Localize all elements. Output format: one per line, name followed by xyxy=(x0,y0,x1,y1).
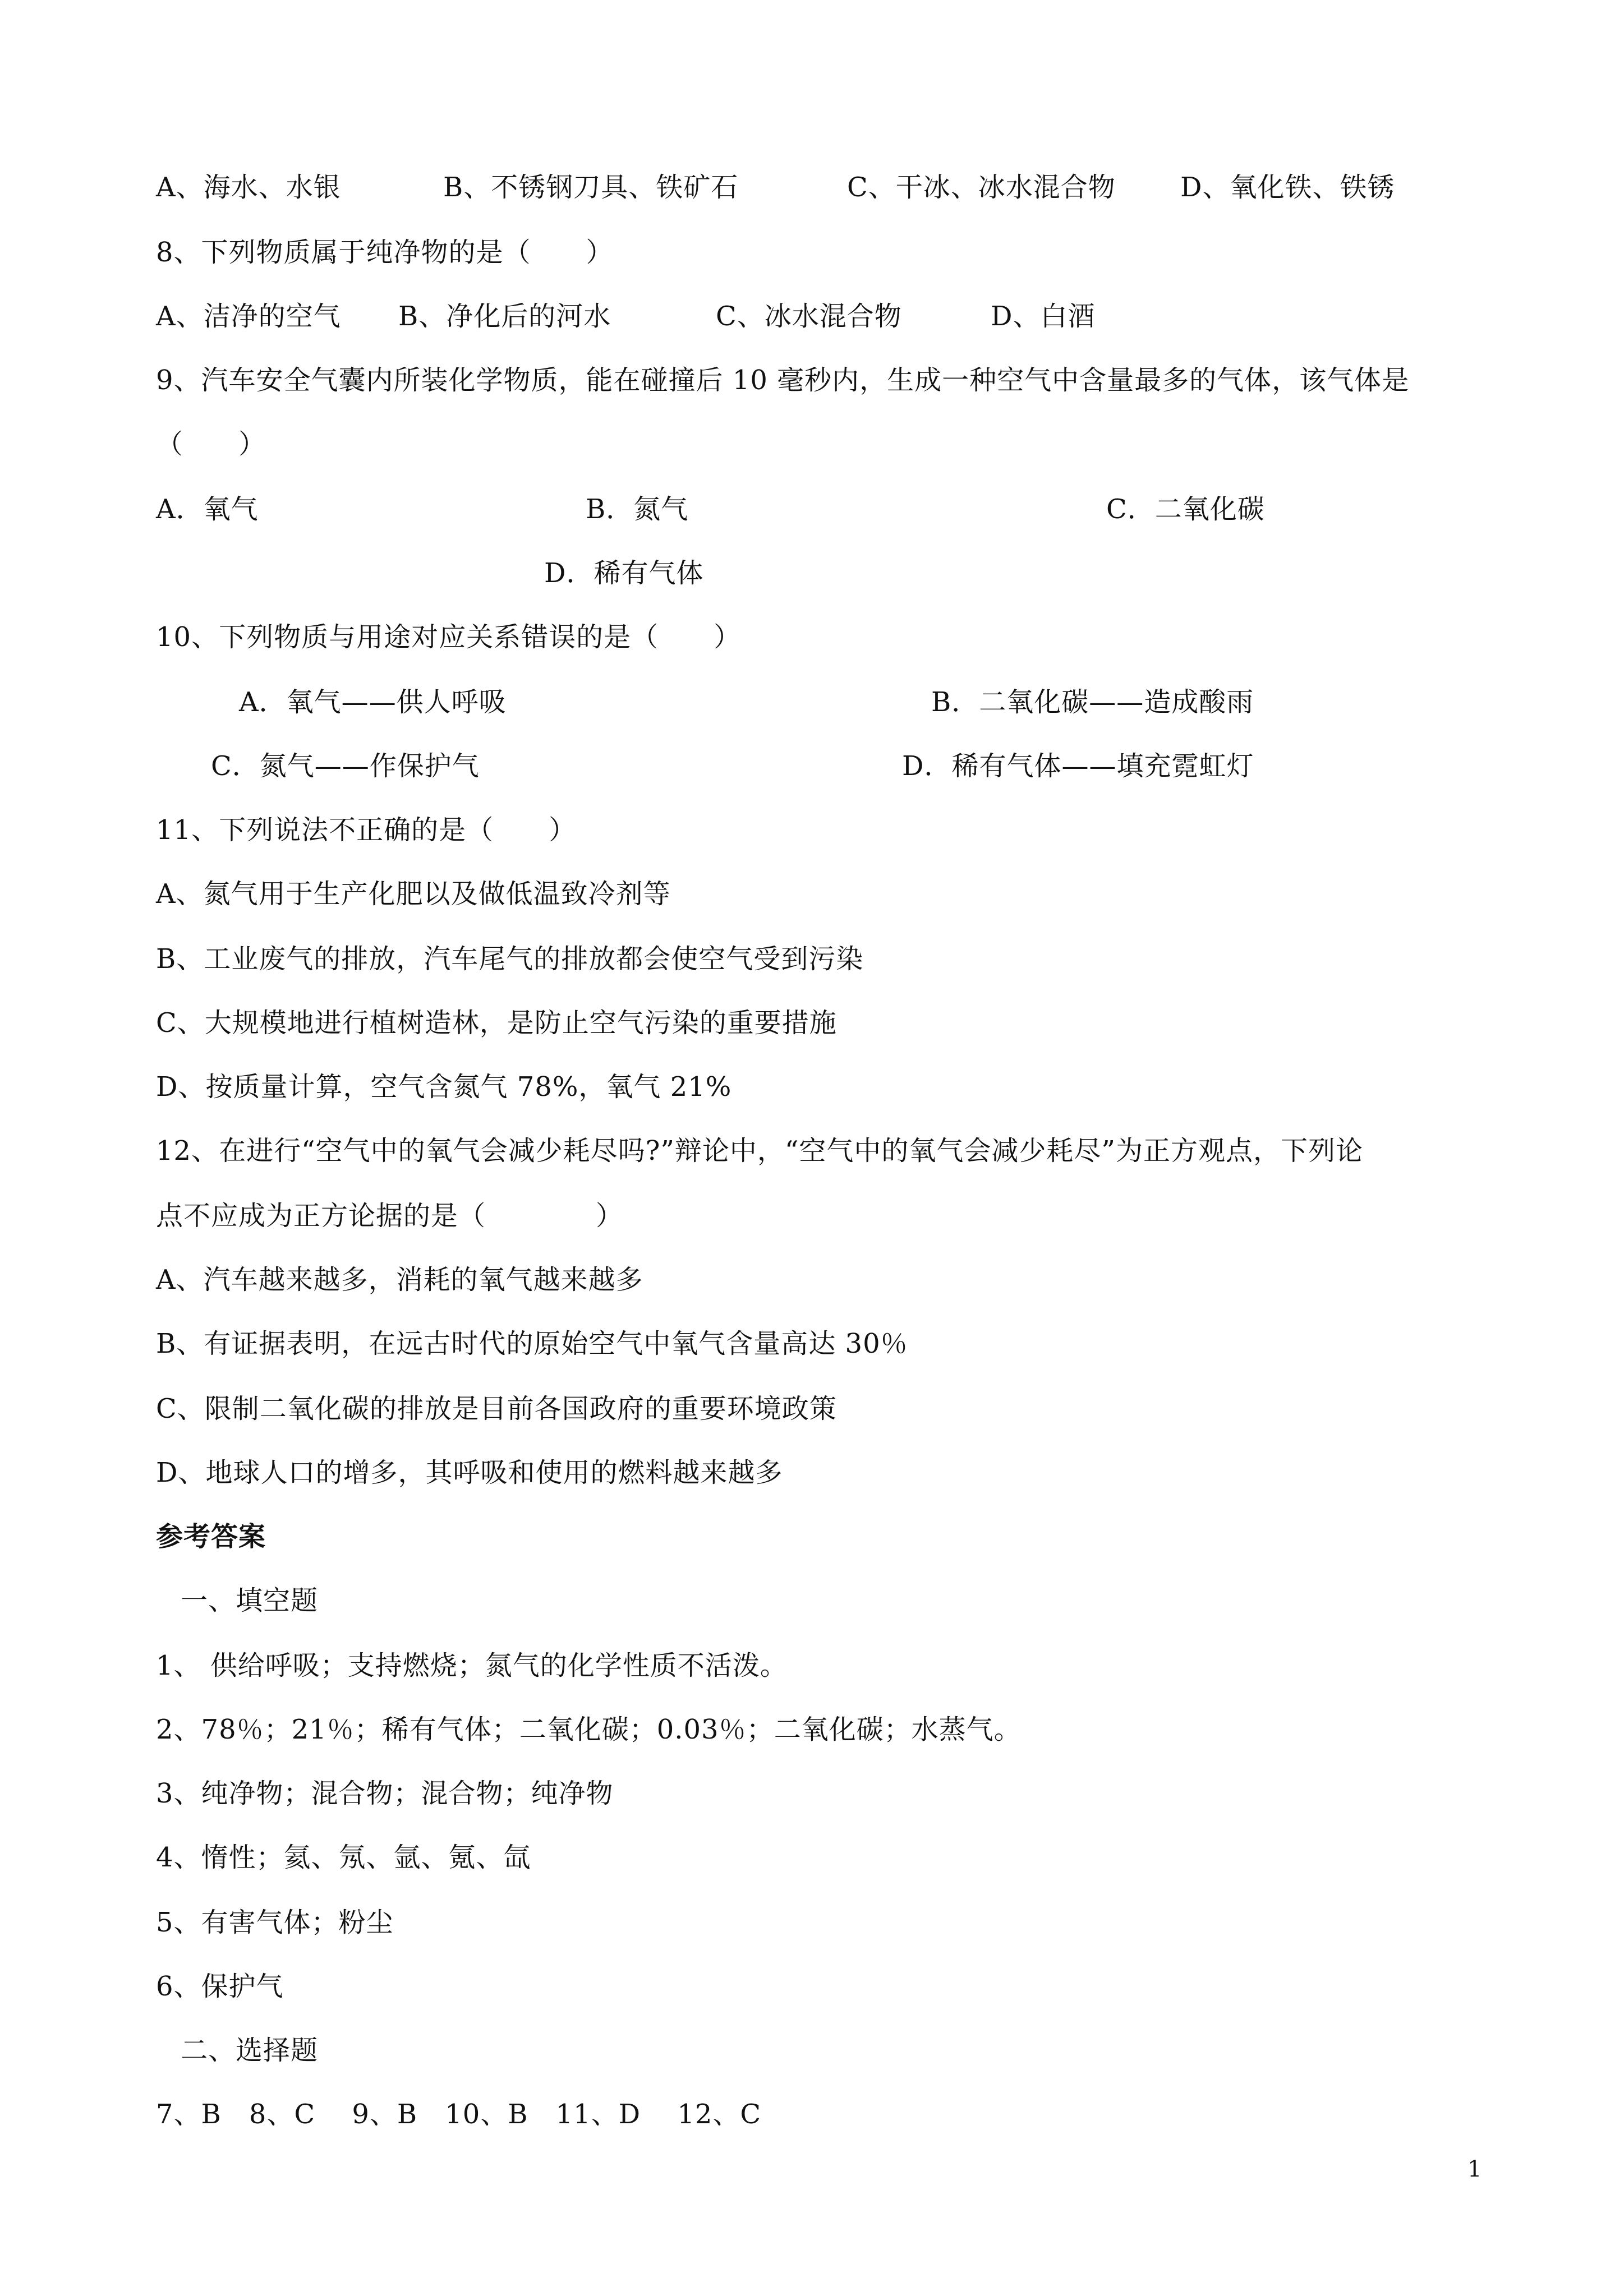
q9-stem-line1: 9、汽车安全气囊内所装化学物质，能在碰撞后 10 毫秒内，生成一种空气中含量最多的气体，该气体是 xyxy=(156,365,1410,396)
answer-2: 2、78％；21％；稀有气体；二氧化碳；0.03％；二氧化碳；水蒸气。 xyxy=(156,1714,1022,1745)
q8-option-c: C、冰水混合物 xyxy=(716,301,902,332)
answer-4: 4、惰性；氦、氖、氩、氪、氙 xyxy=(156,1842,531,1873)
q9-stem-line2: （ ） xyxy=(156,428,266,460)
q12-option-c: C、限制二氧化碳的排放是目前各国政府的重要环境政策 xyxy=(156,1393,837,1424)
q10-stem: 10、下列物质与用途对应关系错误的是（ ） xyxy=(156,621,742,653)
q7-option-d: D、氧化铁、铁锈 xyxy=(1180,172,1395,203)
answer-6: 6、保护气 xyxy=(156,1971,284,2002)
q9-option-c: C．二氧化碳 xyxy=(1106,494,1265,525)
answers-heading: 参考答案 xyxy=(156,1521,266,1552)
answers-section-choice: 二、选择题 xyxy=(181,2035,319,2066)
q11-option-b: B、工业废气的排放，汽车尾气的排放都会使空气受到污染 xyxy=(156,943,864,975)
q10-option-d: D．稀有气体——填充霓虹灯 xyxy=(902,750,1254,782)
q9-option-d: D．稀有气体 xyxy=(544,557,704,589)
q7-option-a: A、海水、水银 xyxy=(156,172,341,203)
page-number: 1 xyxy=(1467,2156,1482,2182)
q10-option-b: B．二氧化碳——造成酸雨 xyxy=(931,686,1254,718)
answer-5: 5、有害气体；粉尘 xyxy=(156,1907,394,1938)
q8-stem: 8、下列物质属于纯净物的是（ ） xyxy=(156,237,614,268)
answers-choices: 7、B 8、C 9、B 10、B 11、D 12、C xyxy=(156,2099,762,2130)
q10-option-a: A．氧气——供人呼吸 xyxy=(239,686,507,718)
q9-option-a: A．氧气 xyxy=(156,494,259,525)
q7-option-c: C、干冰、冰水混合物 xyxy=(847,172,1116,203)
q12-option-d: D、地球人口的增多，其呼吸和使用的燃料越来越多 xyxy=(156,1457,783,1488)
answers-section-fill-in: 一、填空题 xyxy=(181,1585,319,1616)
q11-stem: 11、下列说法不正确的是（ ） xyxy=(156,814,577,846)
answer-3: 3、纯净物；混合物；混合物；纯净物 xyxy=(156,1778,614,1809)
q12-stem-line2: 点不应成为正方论据的是（ ） xyxy=(156,1200,624,1232)
q11-option-c: C、大规模地进行植树造林，是防止空气污染的重要措施 xyxy=(156,1007,837,1039)
q11-option-a: A、氮气用于生产化肥以及做低温致冷剂等 xyxy=(156,878,671,910)
q8-option-a: A、洁净的空气 xyxy=(156,301,341,332)
answer-1: 1、 供给呼吸；支持燃烧；氮气的化学性质不活泼。 xyxy=(156,1650,788,1681)
q7-option-b: B、不锈钢刀具、铁矿石 xyxy=(443,172,739,203)
q8-option-b: B、净化后的河水 xyxy=(398,301,611,332)
q11-option-d: D、按质量计算，空气含氮气 78%，氧气 21% xyxy=(156,1071,732,1103)
q10-option-c: C．氮气——作保护气 xyxy=(211,750,480,782)
q12-option-b: B、有证据表明，在远古时代的原始空气中氧气含量高达 30％ xyxy=(156,1328,908,1359)
q9-option-b: B．氮气 xyxy=(586,494,689,525)
q12-stem-line1: 12、在进行“空气中的氧气会减少耗尽吗?”辩论中，“空气中的氧气会减少耗尽”为正方观点，下列论 xyxy=(156,1135,1363,1167)
q12-option-a: A、汽车越来越多，消耗的氧气越来越多 xyxy=(156,1264,643,1295)
q8-option-d: D、白酒 xyxy=(991,301,1096,332)
